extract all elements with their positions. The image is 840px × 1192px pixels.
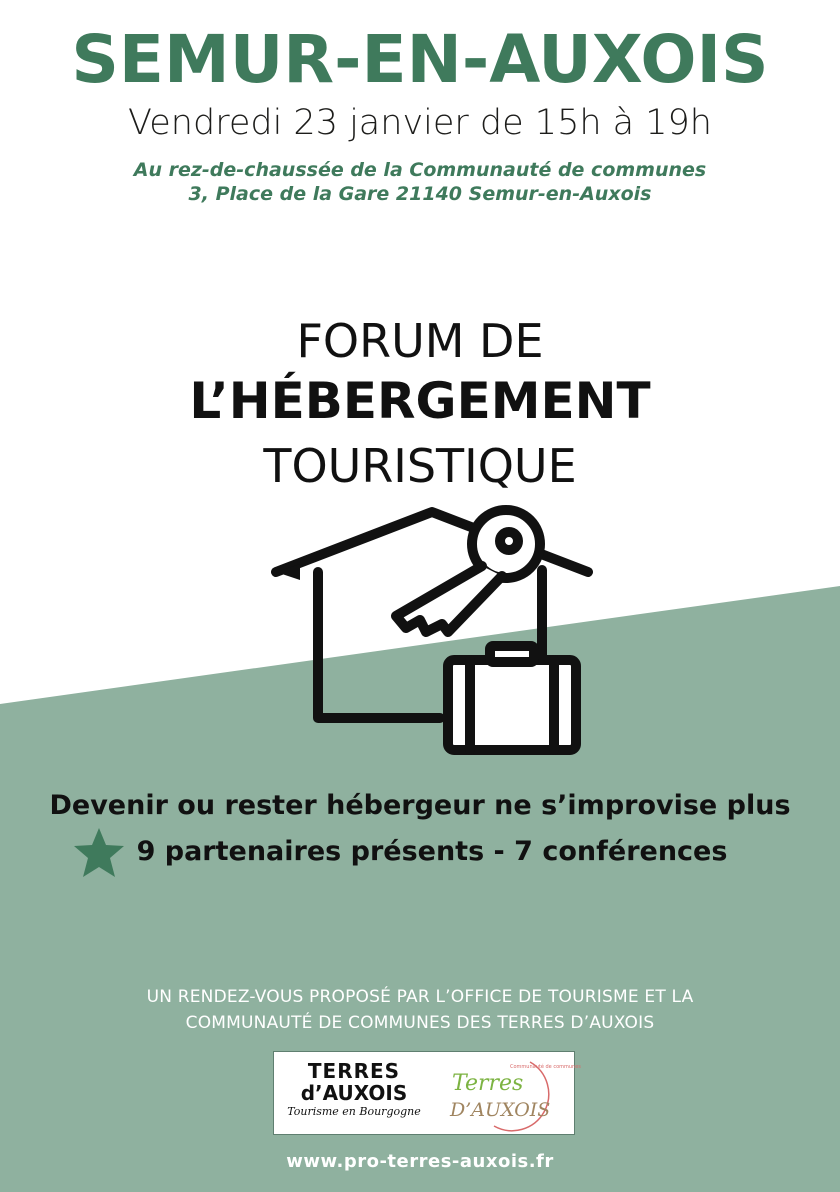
- community-logo-word-2: D’AUXOIS: [450, 1099, 551, 1121]
- address-line-2: 3, Place de la Gare 21140 Semur-en-Auxois: [188, 183, 652, 205]
- organizers-text: [0, 984, 840, 1036]
- website-link[interactable]: www.pro-terres-auxois.fr: [286, 1151, 554, 1172]
- address-line-1: Au rez-de-chaussée de la Communauté de communes: [133, 159, 707, 181]
- stats-text: 9 partenaires présents - 7 conférences: [136, 836, 728, 867]
- partner-logos: [273, 1051, 581, 1135]
- event-address: [0, 158, 840, 206]
- title-line-3: TOURISTIQUE: [263, 439, 577, 493]
- event-date: Vendredi 23 janvier de 15h à 19h: [128, 103, 712, 143]
- community-logo: [434, 1056, 581, 1130]
- tourism-logo-line-2: d’AUXOIS: [300, 1081, 408, 1105]
- tourism-logo-line-1: TERRES: [307, 1059, 401, 1083]
- organizers-line-2: COMMUNAUTÉ DE COMMUNES DES TERRES D’AUXOIS: [185, 1013, 655, 1033]
- organizers-line-1: UN RENDEZ-VOUS PROPOSÉ PAR L’OFFICE DE TOURISME ET LA: [146, 987, 694, 1007]
- title-line-1: FORUM DE: [296, 314, 544, 368]
- stats-row: [0, 832, 840, 872]
- community-logo-arc: Communauté de communes: [510, 1064, 581, 1070]
- title-line-2: L’HÉBERGEMENT: [189, 372, 651, 430]
- community-logo-word-1: Terres: [452, 1071, 524, 1096]
- tagline: Devenir ou rester hébergeur ne s’improvise plus: [49, 790, 791, 821]
- city-title: SEMUR-EN-AUXOIS: [71, 21, 769, 98]
- tourism-office-logo: [284, 1060, 424, 1120]
- tourism-logo-line-3: Tourisme en Bourgogne: [287, 1105, 421, 1118]
- house-key-suitcase-icon: [270, 500, 590, 760]
